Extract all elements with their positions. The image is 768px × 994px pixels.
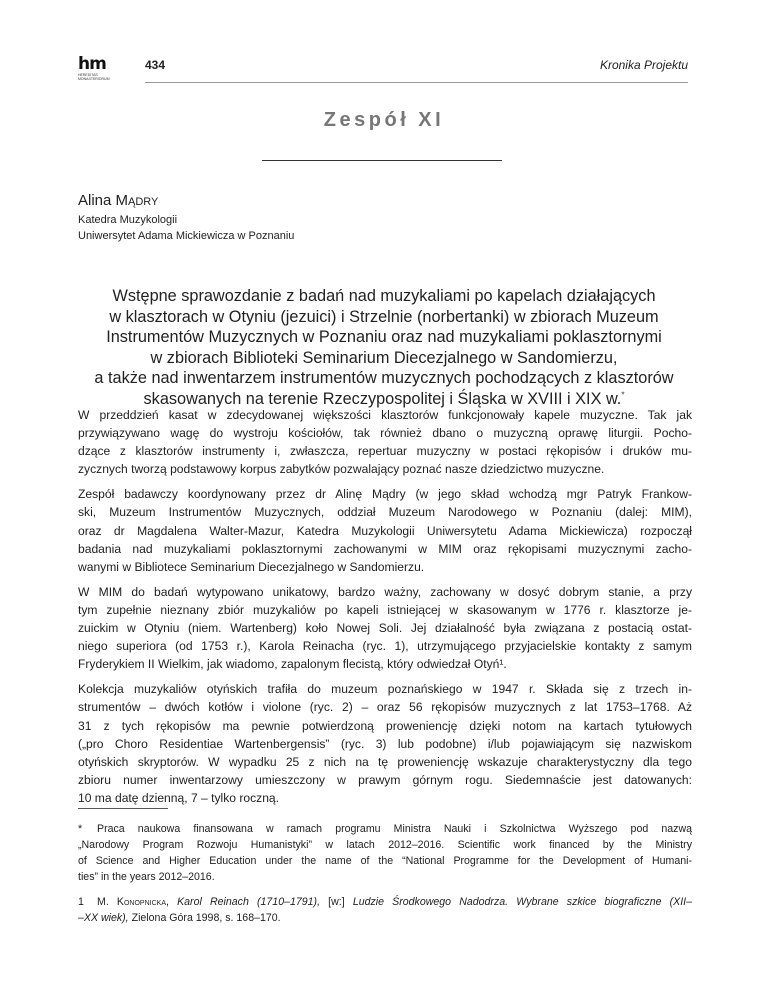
- article-title-line: a także nad inwentarzem instrumentów muzycznych pochodzących z klasztorów: [94, 369, 674, 387]
- logo-mark: hm: [78, 54, 106, 74]
- paragraph-line: otyńskich skryptorów. W wypadku 25 z nich na tę proweniencję wskazuje charakterystyczny dla tego: [78, 754, 692, 769]
- article-body: [78, 406, 692, 814]
- footnote-title: Karol Reinach (1710–1791),: [177, 896, 321, 908]
- header-rule: [145, 82, 688, 83]
- article-title-line: Instrumentów Muzycznych w Poznaniu oraz nad muzykaliami poklasztornymi: [106, 328, 662, 346]
- footnote-rest: Zielona Góra 1998, s. 168–170.: [131, 912, 281, 924]
- paragraph: [78, 680, 692, 807]
- article-title-line: w klasztorach w Otyniu (jezuici) i Strzelnie (norbertanki) w zbiorach Muzeum: [109, 307, 659, 326]
- paragraph-line: przywiązywano wagę do wystroju kościołów, tak również dbano o muzyczną oprawę liturgii. Pocho-: [78, 426, 692, 441]
- author-last-name: Mądry: [115, 192, 159, 209]
- paragraph-line: 10 ma datę dzienną, 7 – tylko roczną.: [78, 790, 280, 805]
- paragraph-line: oraz dr Magdalena Walter-Mazur, Katedra Muzykologii Uniwersytetu Adama Mickiewicza) rozpoczął: [78, 523, 692, 538]
- footnote-star: [78, 821, 692, 885]
- paragraph-line: zuickim w Otyniu (niem. Wartenberg) koło Nowej Soli. Jej działalność była związana z postacią ostat-: [78, 621, 692, 636]
- affiliation-department: Katedra Muzykologii: [78, 214, 178, 226]
- title-rule: [262, 160, 502, 161]
- author-first-name: Alina: [78, 192, 112, 209]
- logo-text: HEREDITAS MONASTERIORUM: [78, 73, 110, 81]
- paragraph-line: ski, Muzeum Instrumentów Muzycznych, oddział Muzeum Narodowego w Poznaniu (dalej: MIM),: [78, 505, 692, 520]
- paragraph-line: W przeddzień kasat w zdecydowanej większości klasztorów funkcjonowały kapele muzyczne. Tak jak: [78, 408, 692, 422]
- paragraph-line: zbioru numer inwentarzowy umieszczony w prawym górnym rogu. Siedemnaście jest datowanych:: [78, 772, 692, 787]
- paragraph-line: niego superiora (od 1753 r.), Karola Reinacha (ryc. 1), utrzymującego przyjacielskie kontakty z samym: [78, 639, 692, 654]
- footnote-mark: 1: [78, 896, 84, 908]
- paragraph-line: („pro Choro Residentiae Wartenbergensis” (ryc. 3) lub podobne) i/lub pojawiającym się nazwiskom: [78, 736, 692, 751]
- footnote-1: [78, 894, 692, 926]
- footnotes: [78, 821, 692, 935]
- running-head: Kronika Projektu: [599, 58, 688, 72]
- paragraph-line: Kolekcja muzykaliów otyńskich trafiła do muzeum poznańskiego w 1947 r. Składa się z trzech in-: [78, 682, 692, 697]
- footnote-text: Praca naukowa finansowana w ramach programu Ministra Nauki i Szkolnictwa Wyższego pod nazwą: [97, 823, 692, 835]
- publisher-logo: [78, 56, 120, 81]
- paragraph-line: badania nad muzykaliami poklasztornymi zachowanymi w MIM oraz rękopisami muzycznymi zacho-: [78, 541, 692, 556]
- footnote-ref-mark[interactable]: *: [621, 390, 625, 400]
- page-number: 434: [145, 58, 166, 72]
- affiliation-university: Uniwersytet Adama Mickiewicza w Poznaniu: [78, 230, 295, 242]
- paragraph: [78, 406, 692, 478]
- paragraph-line: tym zupełnie nieznany zbiór muzykaliów po kapeli istniejącej w skasowanym w 1776 r. klasztorze je-: [78, 602, 692, 617]
- footnote-line: of Science and Higher Education under the name of the “National Programme for the Development of Humani-: [78, 855, 692, 867]
- article-title-line: Wstępne sprawozdanie z badań nad muzykaliami po kapelach działających: [112, 287, 656, 305]
- footnote-line: ties” in the years 2012–2016.: [78, 871, 215, 883]
- footnote-line: [78, 910, 692, 926]
- footnote-line: „Narodowy Program Rozwoju Humanistyki” w latach 2012–2016. Scientific work financed by the Ministry: [78, 839, 692, 851]
- paragraph: [78, 583, 692, 673]
- section-title: Zespół XI: [323, 109, 445, 131]
- footnote-book-cont: –XX wiek),: [78, 912, 129, 924]
- paragraph-line: dzące z klasztorów instrumenty i, zwłaszcza, repertuar muzyczny w postaci rękopisów i druków mu-: [78, 444, 692, 459]
- article-title-line: w zbiorach Biblioteki Seminarium Diecezjalnego w Sandomierzu,: [150, 348, 618, 367]
- footnote-line: [78, 821, 692, 837]
- author-affiliation: [78, 212, 294, 244]
- paragraph-line: strumentów – dwóch kotłów i violone (ryc. 2) – oraz 56 rękopisów muzycznych z lat 1753–1768. Aż: [78, 700, 692, 715]
- footnote-author: M. Konopnicka,: [97, 896, 169, 908]
- paragraph-line: Zespół badawczy koordynowany przez dr Alinę Mądry (w jego skład wchodzą mgr Patryk Frankow-: [78, 487, 692, 502]
- footnote-in: [w:]: [328, 896, 345, 908]
- paragraph-line: wanymi w Bibliotece Seminarium Diecezjalnego w Sandomierzu.: [78, 559, 425, 574]
- paragraph: [78, 485, 692, 575]
- footnote-book: Ludzie Środkowego Nadodrza. Wybrane szkice biograficzne (XII–: [352, 896, 692, 908]
- footnote-rule: [78, 808, 168, 809]
- footnote-line: [78, 894, 692, 910]
- paragraph-line: zycznych tworzą podstawowy korpus zabytków pozwalający poznać nasze dziedzictwo muzyczne.: [78, 462, 605, 477]
- article-title-line: skasowanych na terenie Rzeczypospolitej i Śląska w XVIII i XIX w.: [143, 389, 622, 408]
- paragraph-line: W MIM do badań wytypowano unikatowy, bardzo ważny, zachowany w dosyć dobrym stanie, a przy: [78, 584, 692, 599]
- article-title: [70, 286, 698, 409]
- footnote-mark: *: [78, 823, 83, 835]
- paragraph-line: 31 z tych rękopisów ma pewnie potwierdzoną proweniencję dzięki notom na kartach tytułowych: [78, 718, 692, 733]
- paragraph-line: Fryderykiem II Wielkim, jak wiadomo, zapalonym flecistą, który odwiedzał Otyń¹.: [78, 657, 507, 672]
- author-name: [78, 192, 158, 209]
